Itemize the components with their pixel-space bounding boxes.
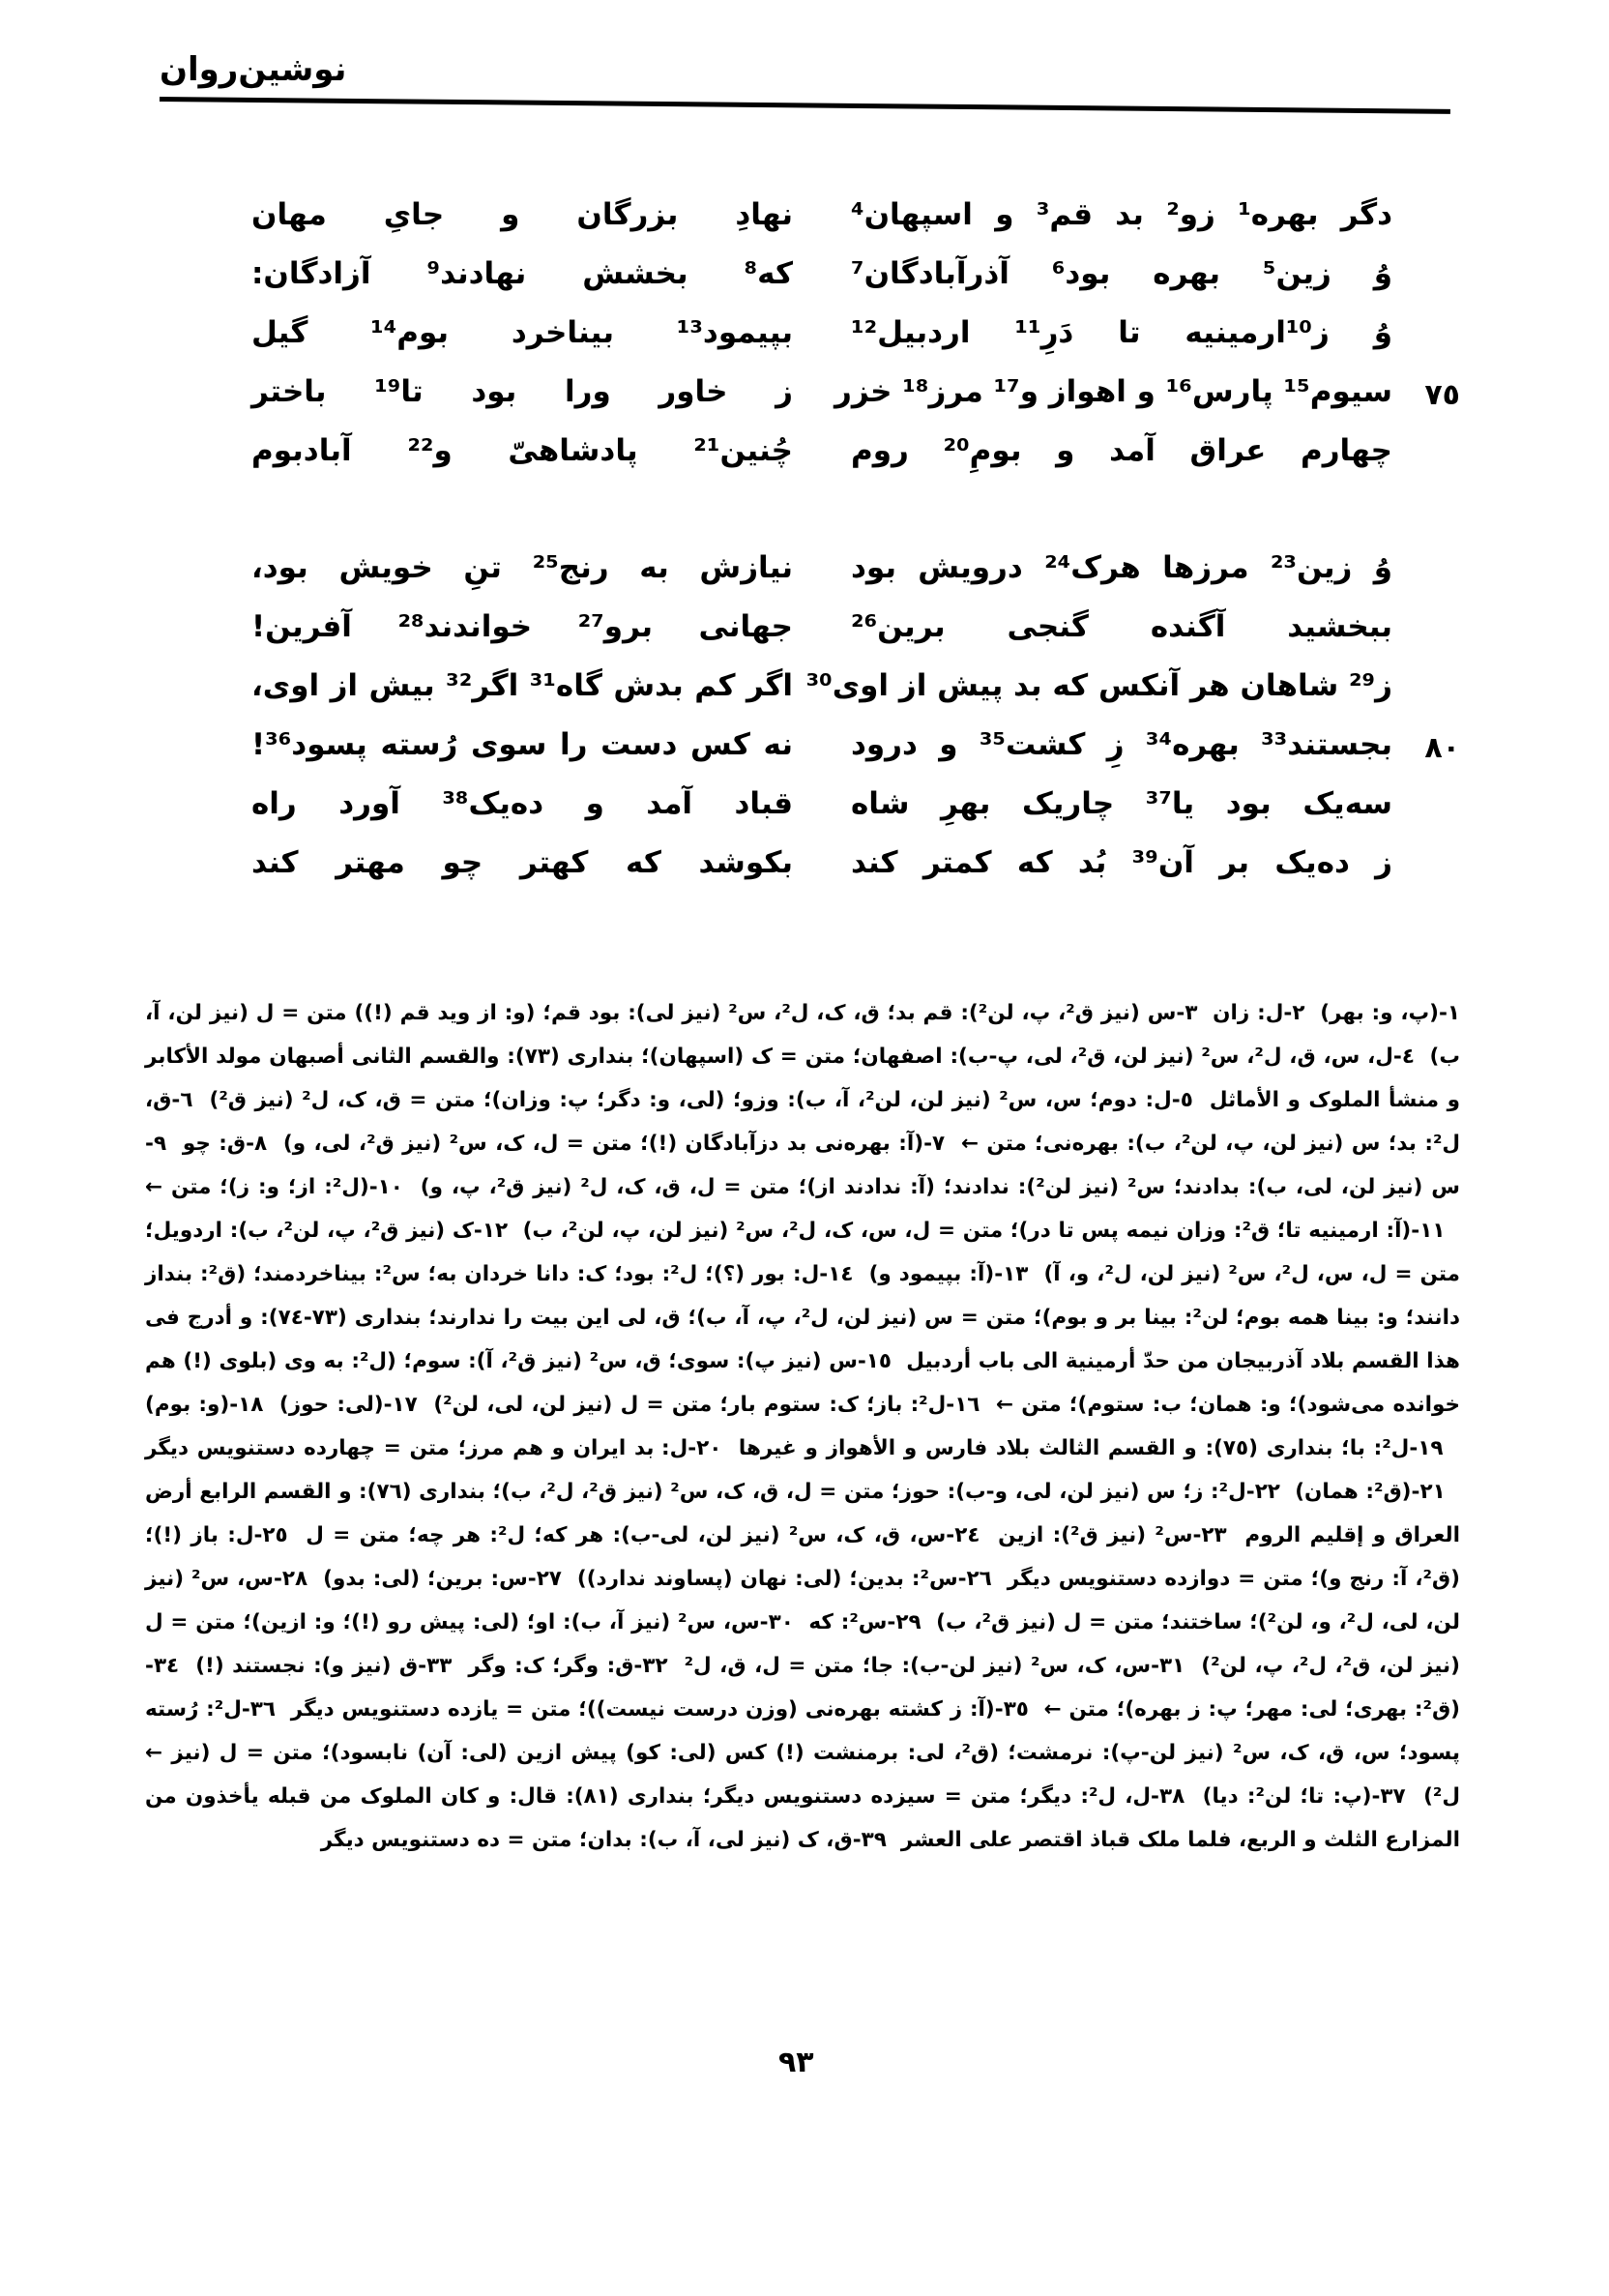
footnote-separator: - [1283, 1001, 1293, 1025]
footnote-text: ل: زان [1213, 1001, 1284, 1025]
footnote-number: ١٧ [392, 1393, 418, 1417]
stanza [251, 184, 1460, 479]
footnote-text: س، س² (نیز لن، لی، ل²، و، لن²)؛ ساختند؛ متن = ل (نیز ق²، ب) [145, 1567, 1460, 1634]
footnote-separator: - [819, 1262, 829, 1286]
footnote-separator: - [1176, 1001, 1185, 1025]
footnote-number: ٢٥ [262, 1523, 288, 1547]
hemistich-right: ز ده‌یک بر آن³⁹ بُد که کمتر کند [851, 845, 1392, 880]
footnote-separator: - [273, 1567, 282, 1591]
footnote-number: ٣٥ [1003, 1697, 1029, 1722]
footnote-text: ل²: رُسته پسود؛ س، ق، ک، س² (نیز لن-پ): نرمشت؛ (ق²، لی: برمنشت (!) کس (لی: کو) پیش ازین (لی: آن) نابسود)؛ متن = ل (نیز ← ل²) [145, 1697, 1460, 1809]
hemistich-left: که⁸ بخشش نهادند⁹ آزادگان: [251, 256, 793, 291]
footnote-number: ٢١ [1419, 1480, 1446, 1504]
footnote-text: س: برین؛ (لی: بدو) [323, 1567, 528, 1591]
footnote-text: (آ: ز کشته بهره‌نی (وزن درست نیست))؛ متن = یازده دستنویس دیگر [290, 1697, 995, 1722]
footnote-separator: - [383, 1393, 393, 1417]
footnote-text: س (نیز لن، لی، ب): بدادند؛ س² (نیز لن²): ندادند؛ (آ: ندادند از)؛ متن = ل، ق، ک، ل² (نیز ق²، پ، و) [420, 1175, 1460, 1199]
couplet [251, 420, 1392, 479]
header-rule [160, 97, 1450, 114]
footnote-number: ٧ [932, 1132, 946, 1156]
footnote-separator: - [368, 1175, 378, 1199]
footnote-separator: - [145, 1132, 154, 1156]
hemistich-right: وُ زین²³ مرزها هرک²⁴ درویش بود [851, 550, 1392, 585]
footnote-text: س، س² (نیز آ، ب): او؛ (لی: پیش رو (!)؛ و: ازین)؛ متن = ل (نیز لن، ق²، ل²، پ، لن²) [145, 1610, 1460, 1678]
footnote-text: (ل²: از؛ و: ز)؛ متن ← [145, 1175, 369, 1199]
footnote-separator: - [1151, 1784, 1159, 1809]
hemistich-right: دگر بهره¹ زو² بد قم³ و اسپهان⁴ [851, 197, 1393, 232]
footnote-number: ٢٨ [281, 1567, 308, 1591]
footnote-separator: - [527, 1567, 537, 1591]
footnote-separator: - [1192, 1523, 1202, 1547]
couplet [251, 773, 1392, 832]
footnote-number: ٣٦ [249, 1697, 277, 1722]
footnote-text: (پ: تا؛ لن²: دیا) [1202, 1784, 1372, 1809]
footnote-number: ٢٤ [954, 1523, 980, 1547]
footnote-number: ٢ [1292, 1001, 1305, 1025]
footnote-number: ٣٩ [861, 1828, 887, 1852]
hemistich-right: ز²⁹ شاهان هر آنکس که بد پیش از اوی³⁰ [805, 668, 1392, 703]
footnote-number: ٥ [1180, 1088, 1193, 1112]
hemistich-left: قباد آمد و ده‌یک³⁸ آورد راه [251, 786, 793, 821]
footnote-text: (آ: ارمینیه تا؛ ق²: وزان نیمه پس تا در)؛ متن = ل، س، ک، ل²، س² (نیز لن، پ، لن²، ب) [522, 1219, 1412, 1243]
footnote-separator: - [887, 1610, 896, 1634]
hemistich-left: اگر کم بدش گاه³¹ اگر³² بیش از اوی، [251, 668, 793, 703]
footnote-number: ٢٣ [1201, 1523, 1227, 1547]
footnote-separator: - [1411, 1480, 1420, 1504]
footnote-number: ١٢ [482, 1219, 509, 1243]
footnote-separator: - [1371, 1784, 1381, 1809]
footnote-number: ٢٩ [895, 1610, 922, 1634]
footnote-text: (ق²: همان) [1295, 1480, 1412, 1504]
footnote [418, 1393, 980, 1417]
couplet [251, 361, 1460, 420]
footnote-text: ک (نیز ق²، پ، لن²، ب): اردویل؛ متن = ل، س، ل²، س² (نیز لن، ل²، و، آ) [145, 1219, 1460, 1286]
footnote [508, 1219, 1445, 1243]
footnotes [145, 991, 1460, 1862]
footnote-number: ٣٠ [768, 1610, 794, 1634]
footnote [276, 1697, 1029, 1722]
footnote [668, 1654, 1185, 1678]
verse-number: ٨٠ [1424, 731, 1460, 765]
footnote [192, 1088, 1192, 1112]
footnote-separator: - [857, 1349, 866, 1373]
footnote-separator: - [852, 1828, 862, 1852]
footnote-separator: - [957, 1567, 967, 1591]
hemistich-right: وُ ز¹⁰ارمینیه تا دَرِ¹¹ اردبیل¹² [851, 315, 1392, 350]
running-head-title: نوشین‌روان [160, 50, 347, 89]
hemistich-left: بکوشد که کهتر چو مهتر کند [251, 845, 793, 880]
footnote-number: ١ [1447, 1001, 1460, 1025]
footnote-text: (آ: بپیمود و) [868, 1262, 995, 1286]
footnote-text: ل: دوم؛ س، س² (نیز لن، لن²، آ، ب): وزو؛ (لی، و: دگر؛ پ: وزان)؛ متن = ق، ک، ل² (نیز ق²) [209, 1088, 1172, 1112]
footnote-separator: - [1438, 1001, 1448, 1025]
footnote [307, 1567, 562, 1591]
hemistich-right: بجستند³³ بهره³⁴ زِ کشت³⁵ و درود [851, 727, 1392, 762]
footnote [1304, 1001, 1460, 1025]
footnote-separator: - [1151, 1654, 1160, 1678]
footnote-number: ٣ [1185, 1001, 1198, 1025]
couplet [251, 714, 1460, 773]
footnote-separator: - [923, 1132, 933, 1156]
footnote [288, 1523, 980, 1547]
hemistich-left: نه کس دست را سوی رُسته پسود³⁶! [251, 727, 793, 762]
footnote-number: ١٩ [1418, 1436, 1444, 1460]
couplet [251, 243, 1392, 302]
hemistich-right: وُ زین⁵ بهره بود⁶ آذرآبادگان⁷ [851, 256, 1393, 291]
footnote-number: ٨ [254, 1132, 268, 1156]
footnote-text: ق: وگر؛ ک: وگر [468, 1654, 634, 1678]
footnote-text: (ق²: بهری؛ لی: مهر؛ پ: ز بهره)؛ متن ← [1043, 1697, 1460, 1722]
footnote-separator: - [473, 1219, 483, 1243]
footnote-text: ل²: با؛ بنداری (٧٥): و القسم الثالث بلاد فارس و الأهواز و غیرها [738, 1436, 1410, 1460]
footnote [179, 1654, 452, 1678]
footnote-number: ٤ [1401, 1045, 1415, 1069]
footnote [452, 1654, 667, 1678]
hemistich-left: چُنین²¹ پادشاهیّ و²² آبادبوم [251, 433, 794, 468]
footnote-text: ق: چو [182, 1132, 247, 1156]
footnote-number: ١٥ [865, 1349, 892, 1373]
footnote-text: ل: باز (!)؛ (ق²، آ: رنج و)؛ متن = دوازده دستنویس دیگر [145, 1523, 1460, 1591]
footnote-number: ٢٦ [966, 1567, 992, 1591]
couplet [251, 302, 1392, 361]
footnote-number: ٣٢ [642, 1654, 668, 1678]
footnote [267, 1132, 945, 1156]
footnote-separator: - [145, 1654, 154, 1678]
footnote [1197, 1001, 1304, 1025]
footnote-text: س (نیز پ): سوی؛ ق، س² (نیز ق²، آ): سوم؛ (ل²: به وی (بلوی (!) هم خوانده می‌شود)؛ و: همان؛ ب: ستوم)؛ متن ← [145, 1349, 1460, 1417]
footnote-separator: - [1411, 1219, 1420, 1243]
footnote [980, 1523, 1226, 1547]
hemistich-right: سه‌یک بود یا³⁷ چاریک بهرِ شاه [851, 786, 1392, 821]
footnote-separator: - [171, 1088, 181, 1112]
footnote-number: ٣٤ [153, 1654, 180, 1678]
footnote [307, 1828, 887, 1852]
stanza [251, 537, 1460, 891]
footnote-number: ١١ [1419, 1219, 1446, 1243]
footnote-number: ١٤ [828, 1262, 854, 1286]
hemistich-left: بپیمود¹³ بیناخرد بوم¹⁴ گیل [251, 315, 793, 350]
footnote-number: ٢٢ [1254, 1480, 1280, 1504]
footnote [562, 1567, 992, 1591]
footnote-separator: - [687, 1436, 697, 1460]
hemistich-right: ببخشید آگنده گنجی برین²⁶ [851, 609, 1392, 644]
footnote-text: (لی: حوز) [278, 1393, 384, 1417]
footnote-number: ٦ [180, 1088, 193, 1112]
footnote-text: س (نیز ق²، پ، لن²): قم بد؛ ق، ک، ل²، س² (نیز لی): بود قم؛ (و: از وید قم (!)) متن = ل (نیز لن، آ، ب) [145, 1001, 1460, 1069]
footnote [721, 1436, 1443, 1460]
footnote-text: ل: بور (؟)؛ ل²: بود؛ ک: دانا خردان به؛ س²: بیناخردمند؛ (ق²: بنداز دانند؛ و: بینا همه بوم؛ لن²: بینا بر و بوم)؛ متن = س (نیز لن، ل²، پ، آ، ب)؛ ق، لی این بیت را ندارند؛ بنداری (٧٣-٧٤): و أدرج فی هذا القسم بلاد آذربیجان من حدّ أرمینیة الی باب أردبیل [145, 1262, 1460, 1373]
couplet [251, 655, 1392, 714]
footnote-number: ١٦ [954, 1393, 980, 1417]
footnote-text: س، ق، ک، س² (نیز لن، لی-ب): هر که؛ ل²: هر چه؛ متن = ل [306, 1523, 947, 1547]
footnote-separator: - [229, 1393, 239, 1417]
footnote-separator: - [1392, 1045, 1402, 1069]
footnote-separator: - [994, 1262, 1004, 1286]
hemistich-right: چهارم عراق آمد و بومِ²⁰ روم [851, 433, 1392, 468]
footnote-separator: - [946, 1393, 955, 1417]
couplet [251, 832, 1392, 891]
couplet [251, 537, 1392, 596]
footnote-number: ٣٧ [1380, 1784, 1406, 1809]
footnote [1185, 1784, 1405, 1809]
footnote-separator: - [1245, 1480, 1255, 1504]
footnote-text: ل: بد ایران و هم مرز؛ متن = چهارده دستنویس دیگر [145, 1436, 688, 1460]
page-number: ٩٣ [778, 2046, 814, 2079]
footnote-text: (آ: بهره‌نی بد دزآبادگان (!)؛ متن = ل، ک، س² (نیز ق²، لی، و) [282, 1132, 924, 1156]
footnote [1280, 1480, 1446, 1504]
footnote-text: ق (نیز و): نجستند (!) [195, 1654, 419, 1678]
footnote-separator: - [418, 1654, 427, 1678]
footnote-number: ١٣ [1003, 1262, 1029, 1286]
footnote-text: (پ، و: بهر) [1320, 1001, 1439, 1025]
footnote-text: س²: بدین؛ (لی: نهان (پساوند ندارد)) [576, 1567, 958, 1591]
footnote-text: ق، ل²: بد؛ س (نیز لن، پ، لن²، ب): بهره‌نی؛ متن ← [145, 1088, 1461, 1156]
footnote-separator: - [1409, 1436, 1419, 1460]
footnote-number: ٣٨ [1158, 1784, 1185, 1809]
verse-number: ٧٥ [1424, 378, 1460, 412]
couplet [251, 596, 1392, 655]
footnote-text: س² (نیز ق²): ازین [998, 1523, 1193, 1547]
footnote-text: ل، ل²: دیگر؛ متن = سیزده دستنویس دیگر؛ بنداری (٨١): قال: و کان الملوک من قبله یأخذون من المزارع الثلث و الربع، فلما ملک قباذ اقتصر علی العشر [145, 1784, 1460, 1852]
footnote-text: (و: بوم) [145, 1393, 230, 1417]
footnote [853, 1262, 1028, 1286]
footnote-separator: - [1171, 1088, 1181, 1112]
footnote-separator: - [759, 1610, 769, 1634]
hemistich-left: جهانی برو²⁷ خواندند²⁸ آفرین! [251, 609, 793, 644]
footnote-text: ق، ک (نیز لی، آ، ب): بدان؛ متن = ده دستنویس دیگر [320, 1828, 853, 1852]
footnote-text: س²: که [808, 1610, 888, 1634]
footnote-text: ل، س، ق، ل²، س² (نیز لن، ق²، لی، پ-ب): اصفهان؛ متن = ک (اسپهان)؛ بنداری (٧٣): والقسم الثانی أصبهان مولد الأکابر و منشأ الملوک و الأماثل [145, 1045, 1461, 1112]
footnote [166, 1132, 267, 1156]
footnote-number: ٢٠ [696, 1436, 722, 1460]
footnote-separator: - [253, 1523, 263, 1547]
footnote-number: ٣٣ [426, 1654, 453, 1678]
footnote-separator: - [633, 1654, 643, 1678]
footnote-number: ٩ [153, 1132, 167, 1156]
footnote-separator: - [946, 1523, 955, 1547]
footnote-separator: - [994, 1697, 1004, 1722]
footnote [263, 1393, 417, 1417]
footnote-separator: - [241, 1697, 250, 1722]
couplet [251, 184, 1392, 243]
hemistich-left: نیازش به رنج²⁵ تنِ خویش بود، [251, 550, 793, 585]
footnote-text: ل²: ز؛ س (نیز لن، لی، و-ب): حوز؛ متن = ل، ق، ک، س² (نیز ق²، ل²، ب)؛ بنداری (٧٦): و القسم الرابع أرض العراق و إقلیم الروم [145, 1480, 1460, 1547]
footnote-number: ٢٧ [536, 1567, 562, 1591]
hemistich-right: سیوم¹⁵ پارس¹⁶ و اهواز و¹⁷ مرز¹⁸ خزر [834, 374, 1392, 409]
footnote-text: ل²: باز؛ ک: ستوم بار؛ متن = ل (نیز لن، لی، لن²) [433, 1393, 947, 1417]
footnote [794, 1610, 922, 1634]
footnote-number: ٣١ [1159, 1654, 1185, 1678]
footnote-number: ١٨ [238, 1393, 264, 1417]
hemistich-left: ز خاور ورا بود تا¹⁹ باختر [251, 374, 793, 409]
footnote-separator: - [246, 1132, 254, 1156]
footnote-text: س، ک، س² (نیز لن-ب): جا؛ متن = ل، ق، ل² [684, 1654, 1152, 1678]
hemistich-left: نهادِ بزرگان و جایِ مهان [251, 197, 793, 232]
footnote-number: ١٠ [377, 1175, 403, 1199]
